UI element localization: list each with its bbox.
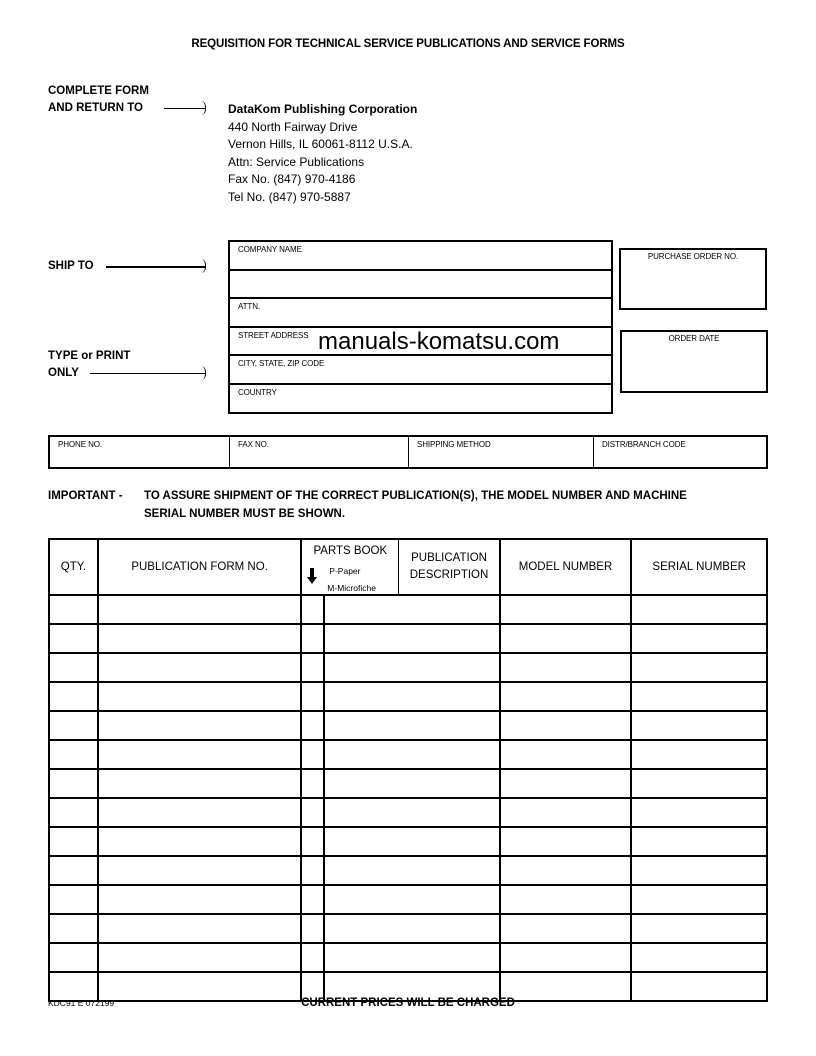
qty-cell[interactable] <box>49 827 98 856</box>
serial-cell[interactable] <box>631 740 767 769</box>
qty-cell[interactable] <box>49 653 98 682</box>
address-company: DataKom Publishing Corporation <box>228 102 418 116</box>
fax-label: FAX NO. <box>238 440 269 449</box>
form-no-cell[interactable] <box>98 653 301 682</box>
table-row <box>49 711 767 740</box>
distr-branch-code-field[interactable] <box>594 437 766 467</box>
publications-table <box>48 538 768 1002</box>
form-no-cell[interactable] <box>98 595 301 624</box>
parts-type-cell[interactable] <box>301 711 324 740</box>
description-header-line1: PUBLICATION <box>411 552 487 564</box>
return-arrow-line <box>164 108 205 109</box>
qty-cell[interactable] <box>49 856 98 885</box>
form-no-cell[interactable] <box>98 682 301 711</box>
model-cell[interactable] <box>500 769 632 798</box>
form-no-cell[interactable] <box>98 769 301 798</box>
description-cell[interactable] <box>324 798 500 827</box>
serial-cell[interactable] <box>631 943 767 972</box>
qty-cell[interactable] <box>49 740 98 769</box>
form-no-cell[interactable] <box>98 914 301 943</box>
fax-field[interactable] <box>230 437 409 467</box>
parts-type-cell[interactable] <box>301 595 324 624</box>
model-cell[interactable] <box>500 914 632 943</box>
serial-cell[interactable] <box>631 769 767 798</box>
col-serial-header: SERIAL NUMBER <box>631 539 767 595</box>
type-print-label-line1: TYPE or PRINT <box>48 350 131 362</box>
parts-microfiche-option: M-Microfiche <box>327 583 376 593</box>
type-print-arrow-line <box>90 373 205 374</box>
form-code: KDC91 E 072199 <box>48 998 115 1008</box>
form-no-cell[interactable] <box>98 856 301 885</box>
description-cell[interactable] <box>324 914 500 943</box>
form-no-cell[interactable] <box>98 885 301 914</box>
serial-cell[interactable] <box>631 827 767 856</box>
qty-cell[interactable] <box>49 624 98 653</box>
serial-cell[interactable] <box>631 856 767 885</box>
description-cell[interactable] <box>324 682 500 711</box>
form-no-cell[interactable] <box>98 943 301 972</box>
return-arrow-hook-icon <box>201 101 206 115</box>
table-row <box>49 827 767 856</box>
phone-field[interactable] <box>50 437 230 467</box>
parts-type-cell[interactable] <box>301 769 324 798</box>
parts-type-cell[interactable] <box>301 885 324 914</box>
parts-type-cell[interactable] <box>301 624 324 653</box>
serial-cell[interactable] <box>631 798 767 827</box>
qty-cell[interactable] <box>49 595 98 624</box>
form-no-cell[interactable] <box>98 798 301 827</box>
qty-cell[interactable] <box>49 914 98 943</box>
parts-paper-option: P-Paper <box>329 566 361 576</box>
table-row <box>49 885 767 914</box>
important-line2: SERIAL NUMBER MUST BE SHOWN. <box>144 507 346 520</box>
city-state-zip-label: CITY, STATE, ZIP CODE <box>238 359 325 369</box>
parts-type-cell[interactable] <box>301 798 324 827</box>
parts-book-title: PARTS BOOK <box>313 545 388 557</box>
type-print-label-line2: ONLY <box>48 367 79 379</box>
arrow-down-icon <box>307 568 317 584</box>
important-line1: TO ASSURE SHIPMENT OF THE CORRECT PUBLICATION(S), THE MODEL NUMBER AND MACHINE <box>144 490 687 502</box>
table-row <box>49 798 767 827</box>
important-text <box>144 488 687 523</box>
phone-label: PHONE NO. <box>58 440 102 449</box>
parts-type-cell[interactable] <box>301 827 324 856</box>
description-cell[interactable] <box>324 653 500 682</box>
col-qty-header: QTY. <box>49 539 98 595</box>
street-address-label: STREET ADDRESS <box>238 330 309 340</box>
ship-to-box <box>228 240 613 414</box>
description-cell[interactable] <box>324 711 500 740</box>
parts-type-cell[interactable] <box>301 856 324 885</box>
qty-cell[interactable] <box>49 769 98 798</box>
table-row <box>49 914 767 943</box>
serial-cell[interactable] <box>631 914 767 943</box>
address-fax: Fax No. (847) 970-4186 <box>228 172 356 186</box>
purchase-order-label: PURCHASE ORDER NO. <box>647 252 739 261</box>
form-no-cell[interactable] <box>98 740 301 769</box>
important-prefix: IMPORTANT - <box>48 490 123 502</box>
model-cell[interactable] <box>500 827 632 856</box>
form-no-cell[interactable] <box>98 827 301 856</box>
model-cell[interactable] <box>500 943 632 972</box>
contact-info-row <box>48 435 768 469</box>
col-form-no-header: PUBLICATION FORM NO. <box>98 539 301 595</box>
model-cell[interactable] <box>500 624 632 653</box>
table-row <box>49 740 767 769</box>
order-date-field[interactable] <box>620 330 768 393</box>
model-cell[interactable] <box>500 798 632 827</box>
serial-cell[interactable] <box>631 885 767 914</box>
table-row <box>49 595 767 624</box>
purchase-order-field[interactable] <box>619 248 767 310</box>
table-row <box>49 682 767 711</box>
return-label <box>48 83 149 117</box>
model-cell[interactable] <box>500 595 632 624</box>
watermark-text: manuals-komatsu.com <box>318 328 560 355</box>
parts-type-cell[interactable] <box>301 914 324 943</box>
description-cell[interactable] <box>324 885 500 914</box>
serial-cell[interactable] <box>631 624 767 653</box>
table-body <box>49 595 767 1001</box>
model-cell[interactable] <box>500 885 632 914</box>
table-header-row <box>49 539 767 595</box>
company-name-label: COMPANY NAME <box>238 245 302 254</box>
description-cell[interactable] <box>324 769 500 798</box>
qty-cell[interactable] <box>49 711 98 740</box>
description-cell[interactable] <box>324 740 500 769</box>
serial-cell[interactable] <box>631 711 767 740</box>
serial-cell[interactable] <box>631 682 767 711</box>
order-date-label: ORDER DATE <box>668 334 720 343</box>
description-header-line2: DESCRIPTION <box>409 569 489 581</box>
distr-branch-code-label: DISTR/BRANCH CODE <box>602 440 686 449</box>
form-title: REQUISITION FOR TECHNICAL SERVICE PUBLICATIONS AND SERVICE FORMS <box>191 38 625 50</box>
description-cell[interactable] <box>324 943 500 972</box>
attn-field[interactable] <box>230 299 611 328</box>
col-model-header: MODEL NUMBER <box>500 539 632 595</box>
ship-to-label: SHIP TO <box>48 260 94 272</box>
qty-cell[interactable] <box>49 682 98 711</box>
country-label: COUNTRY <box>238 387 277 397</box>
ship-to-arrow-hook-icon <box>201 259 206 273</box>
description-cell[interactable] <box>324 827 500 856</box>
description-cell[interactable] <box>324 624 500 653</box>
parts-type-cell[interactable] <box>301 943 324 972</box>
table-row <box>49 943 767 972</box>
address-street: 440 North Fairway Drive <box>228 119 358 134</box>
serial-cell[interactable] <box>631 653 767 682</box>
table-row <box>49 856 767 885</box>
return-label-line2: AND RETURN TO <box>48 102 143 114</box>
parts-type-cell[interactable] <box>301 653 324 682</box>
table-row <box>49 624 767 653</box>
return-label-line1: COMPLETE FORM <box>48 85 149 97</box>
qty-cell[interactable] <box>49 885 98 914</box>
col-description-header <box>399 539 500 595</box>
serial-cell[interactable] <box>631 595 767 624</box>
type-print-arrow-hook-icon <box>201 366 206 380</box>
model-cell[interactable] <box>500 856 632 885</box>
model-cell[interactable] <box>500 682 632 711</box>
address-tel: Tel No. (847) 970-5887 <box>228 189 351 204</box>
form-no-cell[interactable] <box>98 711 301 740</box>
col-parts-book-header <box>301 539 399 595</box>
company-name-field[interactable] <box>230 242 611 271</box>
ship-to-arrow-line <box>106 266 205 268</box>
parts-type-cell[interactable] <box>301 740 324 769</box>
address-city: Vernon Hills, IL 60061-8112 U.S.A. <box>228 137 413 151</box>
prices-note: CURRENT PRICES WILL BE CHARGED <box>301 997 515 1009</box>
table-row <box>49 769 767 798</box>
model-cell[interactable] <box>500 653 632 682</box>
table-row <box>49 653 767 682</box>
type-print-label <box>48 348 130 382</box>
city-state-zip-field[interactable] <box>230 356 611 385</box>
model-cell[interactable] <box>500 711 632 740</box>
form-no-cell[interactable] <box>98 624 301 653</box>
company-name-line2-field[interactable] <box>230 271 611 300</box>
country-field[interactable] <box>230 385 611 414</box>
shipping-method-field[interactable] <box>409 437 594 467</box>
shipping-method-label: SHIPPING METHOD <box>417 440 491 449</box>
description-cell[interactable] <box>324 856 500 885</box>
model-cell[interactable] <box>500 740 632 769</box>
attn-label: ATTN. <box>238 302 261 312</box>
qty-cell[interactable] <box>49 798 98 827</box>
description-cell[interactable] <box>324 595 500 624</box>
address-attn: Attn: Service Publications <box>228 154 365 169</box>
qty-cell[interactable] <box>49 943 98 972</box>
parts-type-cell[interactable] <box>301 682 324 711</box>
return-address <box>228 101 417 206</box>
